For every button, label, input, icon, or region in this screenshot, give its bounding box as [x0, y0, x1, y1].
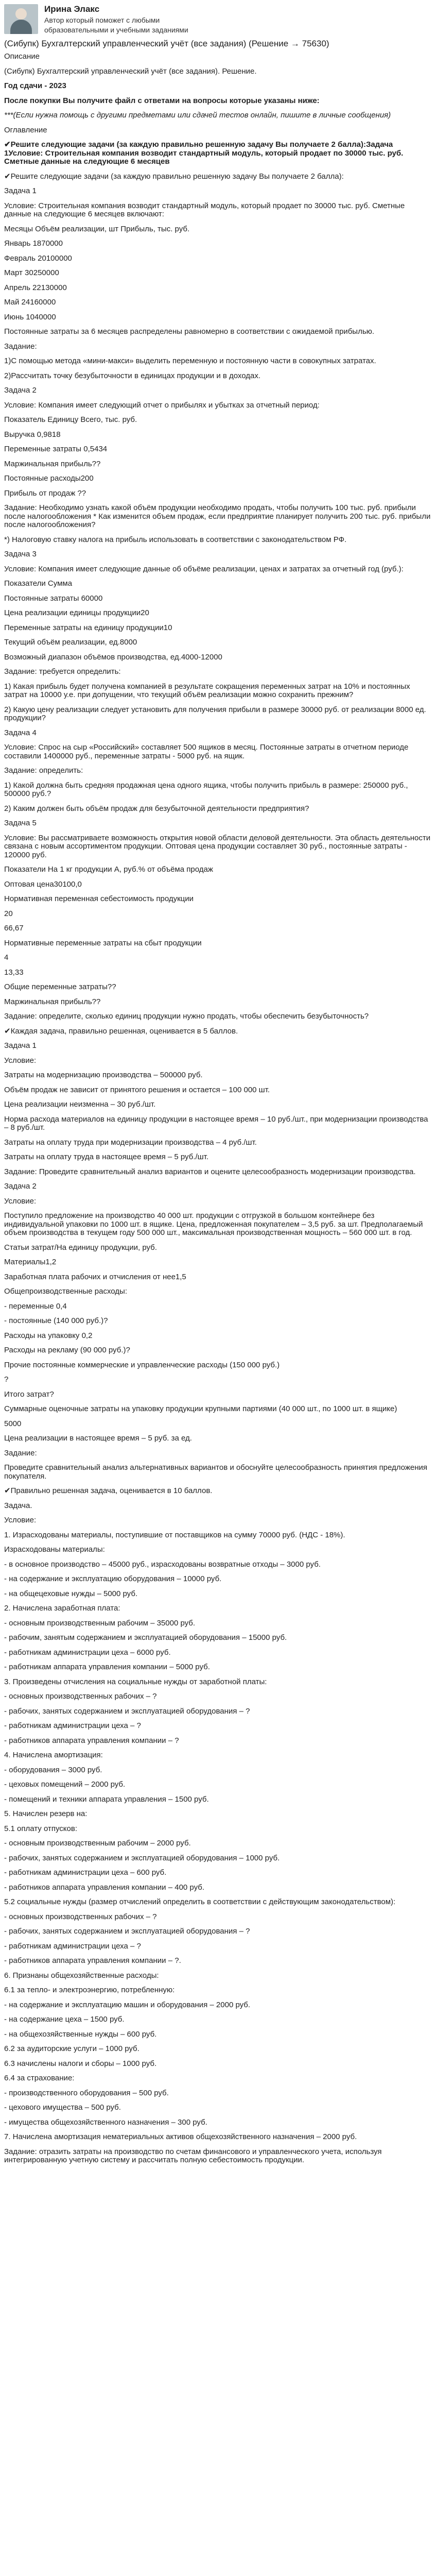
document-line: - основных производственных рабочих – ?: [4, 1912, 157, 1921]
document-line: *) Налоговую ставку налога на прибыль использовать в соответствии с законодательством РФ.: [4, 535, 347, 544]
document-line: 1)С помощью метода «мини-макси» выделить переменную и постоянную части в совокупных затратах.: [4, 357, 376, 365]
document-line: Задание: определить:: [4, 766, 83, 775]
document-line: Статьи затрат/На единицу продукции, руб.: [4, 1243, 157, 1252]
document-line: Маржинальная прибыль??: [4, 997, 101, 1006]
document-line: Год сдачи - 2023: [4, 81, 66, 90]
document-line: 66,67: [4, 924, 24, 933]
document-body: [4, 53, 432, 2171]
document-line: 13,33: [4, 968, 24, 977]
document-line: 5.2 социальные нужды (размер отчислений определить в соответствии с действующим законодательством):: [4, 1897, 396, 1906]
document-line: - на содержание и эксплуатацию оборудования – 10000 руб.: [4, 1574, 222, 1583]
document-line: Задание: Необходимо узнать какой объём продукции необходимо продать, чтобы получить 100 тыс. руб. прибыли после налогообложения * Как изменится объем продаж, если предприятие планирует получить 200 тыс. руб. прибыли после налогообложения?: [4, 503, 431, 529]
document-line: Условие: Строительная компания возводит стандартный модуль, который продает по 30000 тыс. руб. Сметные данные на следующие 6 месяцев включают:: [4, 201, 405, 218]
document-line: - на содержание цеха – 1500 руб.: [4, 2015, 125, 2024]
document-line: ***(Если нужна помощь с другими предметами или сдачей тестов онлайн, пишите в личные сообщения): [4, 111, 391, 120]
document-line: 4: [4, 953, 9, 962]
document-line: 1) Какая прибыль будет получена компанией в результате сокращения переменных затрат на 10% и постоянных затрат на 10000 у.е. при допущении, что текущий объём реализации можно сохранить прежним?: [4, 682, 410, 699]
document-line: Задача 3: [4, 550, 37, 558]
document-line: После покупки Вы получите файл с ответами на вопросы которые указаны ниже:: [4, 96, 320, 105]
document-line: Постоянные расходы200: [4, 474, 94, 483]
document-line: - работников аппарата управления компании – ?.: [4, 1956, 181, 1965]
document-line: Июнь 1040000: [4, 312, 56, 321]
document-line: Показатели На 1 кг продукции А, руб.% от объёма продаж: [4, 865, 213, 874]
document-line: Затраты на оплату труда в настоящее время – 5 руб./шт.: [4, 1153, 209, 1161]
document-line: Задание:: [4, 1448, 37, 1458]
document-line: Задача 2: [4, 386, 37, 395]
document-line: - работникам администрации цеха – 600 руб.: [4, 1868, 167, 1877]
document-line: Задача 5: [4, 819, 37, 827]
document-line: - рабочих, занятых содержанием и эксплуатацией оборудования – ?: [4, 1927, 250, 1936]
document-line: Затраты на оплату труда при модернизации производства – 4 руб./шт.: [4, 1138, 257, 1147]
document-line: 1) Какой должна быть средняя продажная цена одного ящика, чтобы получить прибыль в размере: 250000 руб., 500000 руб.?: [4, 781, 408, 798]
document-line: 6.2 за аудиторские услуги – 1000 руб.: [4, 2044, 139, 2053]
document-line: Расходы на упаковку 0,2: [4, 1331, 93, 1340]
document-line: - рабочих, занятых содержанием и эксплуатацией оборудования – ?: [4, 1706, 250, 1716]
document-line: Затраты на модернизацию производства – 500000 руб.: [4, 1071, 203, 1079]
document-line: Задача.: [4, 1501, 32, 1510]
document-line: Май 24160000: [4, 298, 56, 307]
document-line: Общепроизводственные расходы:: [4, 1287, 128, 1296]
document-line: Возможный диапазон объёмов производства, ед.4000-12000: [4, 652, 222, 662]
document-line: - работникам администрации цеха – ?: [4, 1721, 141, 1730]
document-line: 3. Произведены отчисления на социальные нужды от заработной платы:: [4, 1677, 267, 1686]
document-line: Нормативная переменная себестоимость продукции: [4, 894, 194, 903]
document-line: 20: [4, 909, 13, 918]
document-line: - рабочим, занятым содержанием и эксплуатацией оборудования – 15000 руб.: [4, 1633, 287, 1642]
document-line: Задача 4: [4, 728, 37, 737]
document-line: 2)Рассчитать точку безубыточности в единицах продукции и в доходах.: [4, 371, 261, 380]
document-line: Задача 1: [4, 187, 37, 195]
document-line: Прочие постоянные коммерческие и управленческие расходы (150 000 руб.): [4, 1360, 280, 1369]
document-line: - постоянные (140 000 руб.)?: [4, 1316, 108, 1325]
document-line: Поступило предложение на производство 40 000 шт. продукции с отгрузкой в большом контейнере без индивидуальной упаковки по 1000 шт. в ящике. Цена, предложенная покупателем – 3,5 руб. за шт. Предполагаемый объем производства в текущем году 500 000 шт., максимальная производственная мощность – 560 000 шт. в год.: [4, 1211, 423, 1237]
document-line: Задание:: [4, 342, 37, 351]
document-line: - переменные 0,4: [4, 1301, 67, 1311]
document-line: - работников аппарата управления компании – ?: [4, 1736, 179, 1745]
document-line: Постоянные затраты за 6 месяцев распределены равномерно в соответствии с ожидаемой прибылью.: [4, 327, 375, 336]
document-line: Текущий объём реализации, ед.8000: [4, 638, 137, 647]
document-line: Условие: Вы рассматриваете возможность открытия новой области деловой деятельности. Эта область деятельности связана с новым ассортиментом продукции. Оптовая цена продукции составляет 30 руб., постоянные затраты - 120000 руб.: [4, 833, 431, 859]
document-line: Оглавление: [4, 125, 47, 134]
document-line: Март 30250000: [4, 268, 59, 277]
document-line: 4. Начислена амортизация:: [4, 1751, 103, 1759]
document-line: Цена реализации неизменна – 30 руб./шт.: [4, 1100, 156, 1109]
document-line: 6.1 за тепло- и электроэнергию, потребленную:: [4, 1986, 175, 1994]
document-line: ✔Решите следующие задачи (за каждую правильно решенную задачу Вы получаете 2 балла):: [4, 172, 344, 181]
document-line: Условие:: [4, 1056, 37, 1065]
document-line: Условие:: [4, 1196, 37, 1206]
document-line: 7. Начислена амортизация нематериальных активов общехозяйственного назначения – 2000 руб.: [4, 2132, 357, 2141]
document-line: Условие: Компания имеет следующие данные об объёме реализации, ценах и затратах за отчетный год (руб.):: [4, 564, 404, 573]
document-line: Общие переменные затраты??: [4, 982, 116, 991]
author-name[interactable]: Ирина Элакс: [44, 4, 100, 14]
document-line: 5. Начислен резерв на:: [4, 1809, 88, 1818]
document-line: 6.3 начислены налоги и сборы – 1000 руб.: [4, 2059, 157, 2068]
page-title: (Сибупк) Бухгалтерский управленческий учёт (все задания) (Решение → 75630): [4, 39, 329, 48]
document-line: - рабочих, занятых содержанием и эксплуатацией оборудования – 1000 руб.: [4, 1853, 280, 1862]
document-line: Нормативные переменные затраты на сбыт продукции: [4, 938, 202, 947]
document-line: Израсходованы материалы:: [4, 1545, 105, 1554]
document-line: Задание: Проведите сравнительный анализ вариантов и оцените целесообразность модернизации производства.: [4, 1167, 416, 1176]
document-line: Месяцы Объём реализации, шт Прибыль, тыс. руб.: [4, 224, 190, 233]
document-line: Объём продаж не зависит от принятого решения и остается – 100 000 шт.: [4, 1085, 270, 1094]
document-line: Переменные затраты на единицу продукции10: [4, 623, 172, 632]
author-avatar[interactable]: [4, 4, 38, 34]
document-line: Показатель Единицу Всего, тыс. руб.: [4, 415, 137, 424]
document-line: Суммарные оценочные затраты на упаковку продукции крупными партиями (40 000 шт., по 1000 шт. в ящике): [4, 1404, 397, 1413]
document-line: - основным производственным рабочим – 2000 руб.: [4, 1839, 191, 1848]
document-line: Проведите сравнительный анализ альтернативных вариантов и обоснуйте целесообразность принятия предложения покупателя.: [4, 1463, 427, 1481]
document-line: - работникам администрации цеха – 6000 руб.: [4, 1648, 171, 1657]
document-line: Норма расхода материалов на единицу продукции в настоящее время – 10 руб./шт., при модернизации производства – 8 руб./шт.: [4, 1114, 428, 1132]
document-line: 5.1 оплату отпусков:: [4, 1824, 78, 1833]
document-line: Условие: Компания имеет следующий отчет о прибылях и убытках за отчетный период:: [4, 400, 320, 410]
document-line: - имущества общехозяйственного назначения – 300 руб.: [4, 2117, 207, 2127]
document-line: Условие: Спрос на сыр «Российский» составляет 500 ящиков в месяц. Постоянные затраты в отчетном периоде составили 1400000 руб., переменные затраты - 5000 руб. на ящик.: [4, 743, 409, 760]
document-line: - на общецеховые нужды – 5000 руб.: [4, 1589, 138, 1598]
document-line: 2) Каким должен быть объём продаж для безубыточной деятельности предприятия?: [4, 804, 309, 813]
document-line: - цеховых помещений – 2000 руб.: [4, 1780, 126, 1789]
document-line: Итого затрат?: [4, 1389, 54, 1399]
document-line: Прибыль от продаж ??: [4, 488, 86, 498]
document-line: Выручка 0,9818: [4, 430, 61, 439]
document-line: Оптовая цена30100,0: [4, 879, 82, 889]
document-line: Задача 2: [4, 1182, 37, 1191]
document-line: Заработная плата рабочих и отчисления от нее1,5: [4, 1272, 186, 1281]
document-line: Задание: требуется определить:: [4, 667, 121, 676]
document-line: (Сибупк) Бухгалтерский управленческий учёт (все задания). Решение.: [4, 66, 257, 76]
document-line: - работников аппарата управления компании – 400 руб.: [4, 1883, 205, 1892]
document-line: Цена реализации в настоящее время – 5 руб. за ед.: [4, 1434, 192, 1443]
document-line: Показатели Сумма: [4, 579, 73, 588]
document-line: Задание: определите, сколько единиц продукции нужно продать, чтобы обеспечить безубыточность?: [4, 1012, 369, 1021]
document-line: Февраль 20100000: [4, 253, 72, 263]
document-line: - работникам администрации цеха – ?: [4, 1941, 141, 1951]
document-line: Расходы на рекламу (90 000 руб.)?: [4, 1346, 130, 1354]
document-line: - основным производственным рабочим – 35000 руб.: [4, 1618, 196, 1628]
document-line: Переменные затраты 0,5434: [4, 445, 108, 453]
document-line: - цехового имущества – 500 руб.: [4, 2103, 121, 2112]
document-line: - в основное производство – 45000 руб., израсходованы возвратные отходы – 3000 руб.: [4, 1560, 321, 1569]
document-line: 1. Израсходованы материалы, поступившие от поставщиков на сумму 70000 руб. (НДС - 18%).: [4, 1530, 345, 1539]
document-line: Цена реализации единицы продукции20: [4, 608, 149, 617]
document-line: Условие:: [4, 1516, 37, 1524]
document-line: 6. Признаны общехозяйственные расходы:: [4, 1971, 159, 1980]
document-line: 2. Начислена заработная плата:: [4, 1604, 120, 1613]
document-line: - оборудования – 3000 руб.: [4, 1765, 102, 1774]
document-line: Материалы1,2: [4, 1258, 57, 1266]
document-line: Задача 1: [4, 1041, 37, 1050]
author-header: [0, 0, 436, 38]
author-description: Автор который поможет с любыми образовательными и учебными заданиями: [44, 16, 188, 34]
document-line: ?: [4, 1375, 9, 1384]
document-line: Задание: отразить затраты на производство по счетам финансового и управленческого учета, используя интегрированную учетную систему и рассчитать полную себестоимость продукции.: [4, 2147, 382, 2164]
document-line: ✔Правильно решенная задача, оценивается в 10 баллов.: [4, 1486, 213, 1495]
document-line: - помещений и техники аппарата управления – 1500 руб.: [4, 1794, 209, 1804]
document-line: Маржинальная прибыль??: [4, 459, 101, 468]
document-line: ✔Решите следующие задачи (за каждую правильно решенную задачу Вы получаете 2 балла):Задача 1Условие: Строительная компания возводит стандартный модуль, который продает по 30000 тыс. руб. Сметные данные на следующие 6 месяцев: [4, 140, 404, 166]
document-line: - на содержание и эксплуатацию машин и оборудования – 2000 руб.: [4, 2000, 251, 2009]
document-line: 2) Какую цену реализации следует установить для получения прибыли в размере 30000 руб. от реализации 8000 ед. продукции?: [4, 705, 426, 722]
document-line: ✔Каждая задача, правильно решенная, оценивается в 5 баллов.: [4, 1026, 238, 1036]
document-line: - на общехозяйственные нужды – 600 руб.: [4, 2029, 157, 2039]
document-line: Постоянные затраты 60000: [4, 594, 103, 603]
document-line: Описание: [4, 52, 40, 61]
document-line: - основных производственных рабочих – ?: [4, 1692, 157, 1701]
document-line: Апрель 22130000: [4, 283, 67, 292]
document-line: - работникам аппарата управления компании – 5000 руб.: [4, 1663, 210, 1671]
document-line: - производственного оборудования – 500 руб.: [4, 2088, 169, 2097]
document-line: 5000: [4, 1419, 22, 1428]
document-line: 6.4 за страхование:: [4, 2074, 75, 2082]
document-line: Январь 1870000: [4, 239, 63, 248]
